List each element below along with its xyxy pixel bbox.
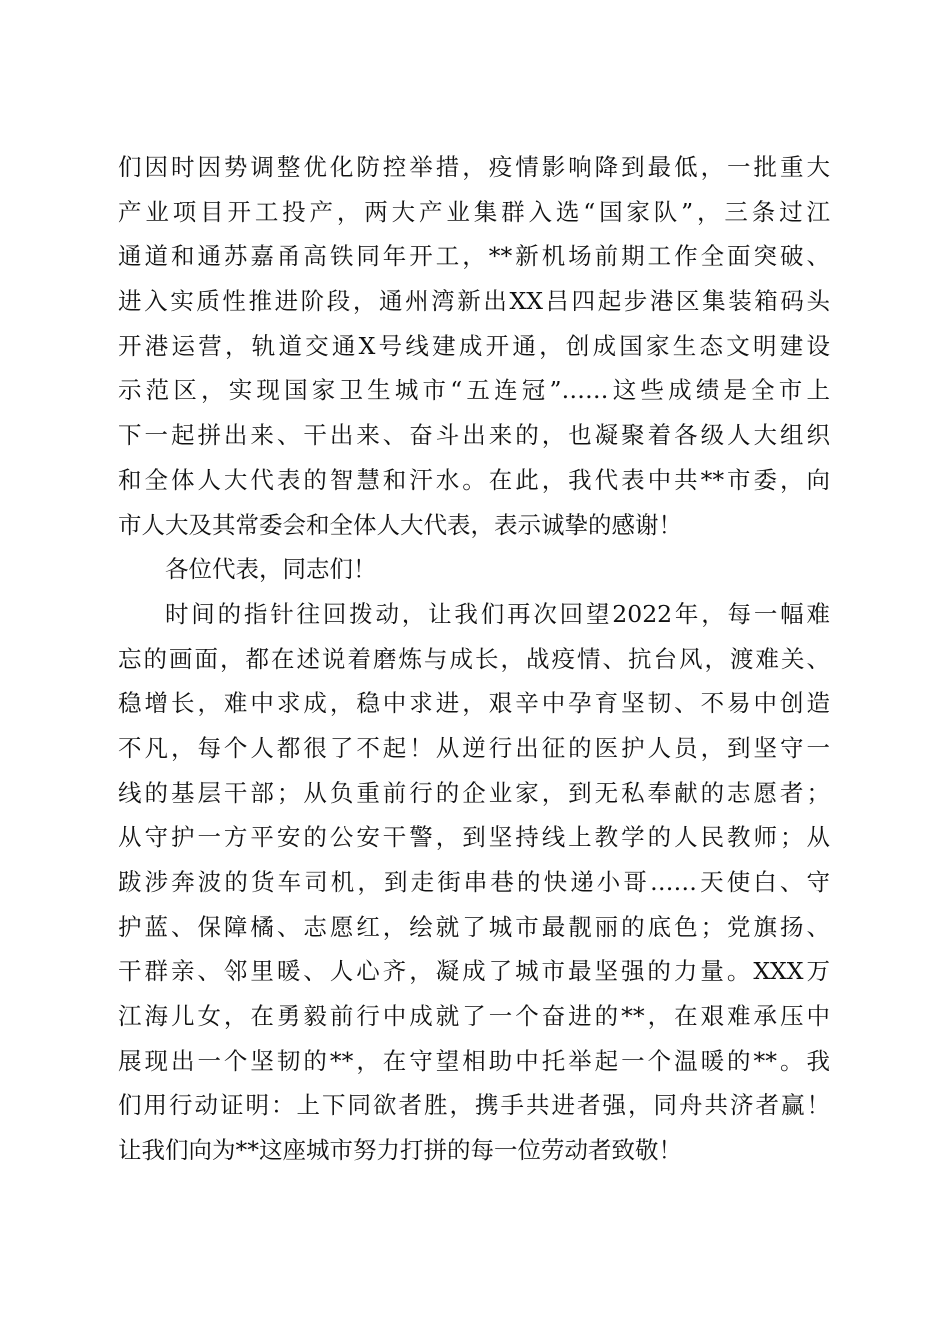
text-line: 不凡，每个人都很了不起！从逆行出征的医护人员，到坚守一 [118, 733, 830, 762]
text-line: 下一起拼出来、干出来、奋斗出来的，也凝聚着各级人大组织 [118, 421, 830, 450]
paragraph-salutation [118, 547, 830, 592]
text-line: 时间的指针往回拨动，让我们再次回望2022年，每一幅难 [165, 599, 830, 628]
text-line: 干群亲、邻里暖、人心齐，凝成了城市最坚强的力量。XXX万 [118, 957, 830, 986]
text-line: 和全体人大代表的智慧和汗水。在此，我代表中共**市委，向 [118, 465, 830, 494]
text-line: 展现出一个坚韧的**，在守望相助中托举起一个温暖的**。我 [118, 1046, 830, 1075]
text-line: 线的基层干部；从负重前行的企业家，到无私奉献的志愿者； [118, 778, 830, 807]
text-line: 市人大及其常委会和全体人大代表，表示诚挚的感谢！ [118, 510, 682, 539]
text-line: 示范区，实现国家卫生城市“五连冠”……这些成绩是全市上 [118, 376, 830, 405]
text-line: 们用行动证明：上下同欲者胜，携手共进者强，同舟共济者赢！ [118, 1091, 830, 1120]
text-line: 跋涉奔波的货车司机，到走街串巷的快递小哥……天使白、守 [118, 868, 830, 896]
text-line: 产业项目开工投产，两大产业集群入选“国家队”，三条过江 [118, 197, 830, 226]
text-line: 开港运营，轨道交通X号线建成开通，创成国家生态文明建设 [118, 331, 830, 360]
text-line: 通道和通苏嘉甬高铁同年开工，**新机场前期工作全面突破、 [118, 242, 830, 271]
text-line: 进入实质性推进阶段，通州湾新出XX吕四起步港区集装箱码头 [118, 287, 830, 316]
document-body [118, 145, 830, 1173]
text-line: 们因时因势调整优化防控举措，疫情影响降到最低，一批重大 [118, 153, 830, 181]
paragraph-thanks [118, 145, 830, 547]
text-line: 江海儿女，在勇毅前行中成就了一个奋进的**，在艰难承压中 [118, 1002, 830, 1031]
text-line: 各位代表，同志们！ [165, 555, 377, 584]
text-line: 忘的画面，都在述说着磨炼与成长，战疫情、抗台风，渡难关、 [118, 644, 830, 673]
text-line: 让我们向为**这座城市努力打拼的每一位劳动者致敬！ [118, 1136, 682, 1165]
text-line: 从守护一方平安的公安干警，到坚持线上教学的人民教师；从 [118, 823, 830, 852]
text-line: 护蓝、保障橘、志愿红，绘就了城市最靓丽的底色；党旗扬、 [118, 912, 830, 941]
paragraph-retrospective [118, 592, 830, 1173]
text-line: 稳增长，难中求成，稳中求进，艰辛中孕育坚韧、不易中创造 [118, 689, 830, 718]
